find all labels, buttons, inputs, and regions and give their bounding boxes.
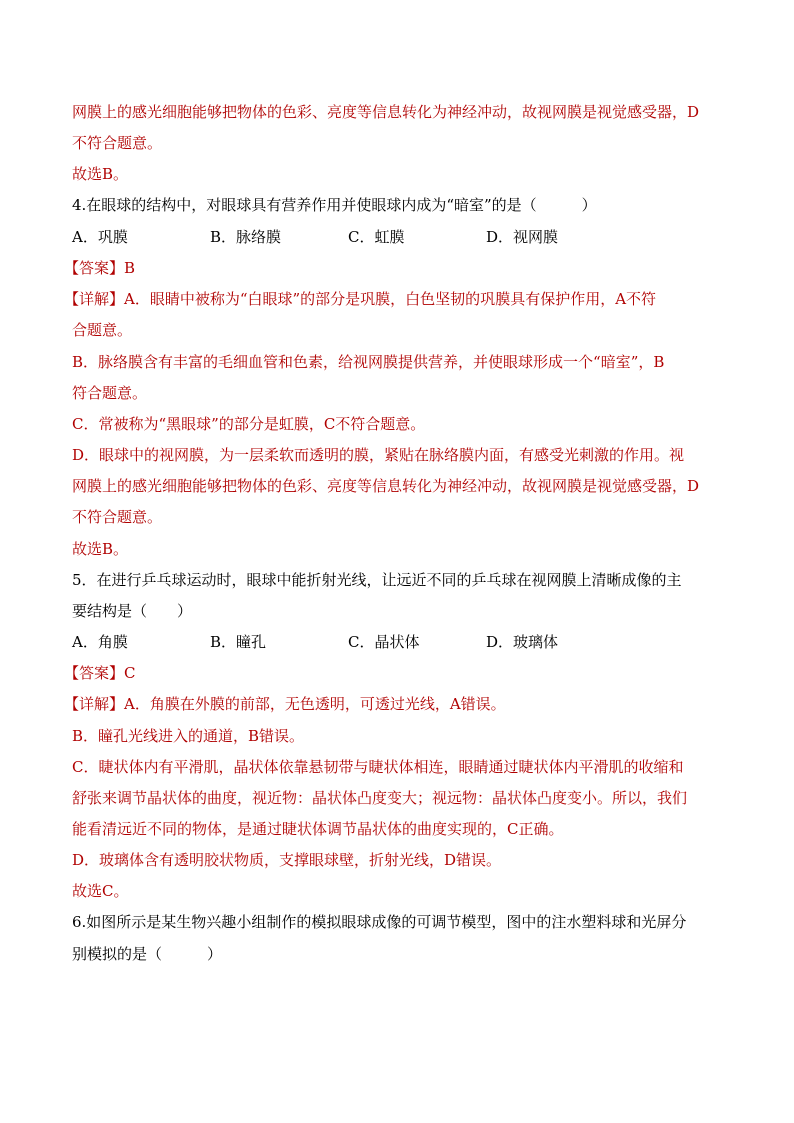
text-line: 舒张来调节晶状体的曲度，视近物：晶状体凸度变大；视远物：晶状体凸度变小。所以，我们 [72,789,688,807]
text-line: D．玻璃体含有透明胶状物质，支撑眼球壁，折射光线，D错误。 [72,851,502,869]
q4-choice-c: C．虹膜 [348,228,405,246]
text-line: C．常被称为“黑眼球”的部分是虹膜，C不符合题意。 [72,415,426,433]
text-line: 能看清远近不同的物体，是通过睫状体调节晶状体的曲度实现的，C正确。 [72,820,564,838]
text-line: 不符合题意。 [72,134,163,152]
q5-answer [64,663,136,683]
q5-choice-a: A．角膜 [72,633,128,651]
text-line: 故选B。 [72,540,129,558]
text-line: 故选C。 [72,882,129,900]
text-line: 合题意。 [72,321,133,339]
question-5-stem: 5．在进行乒乓球运动时，眼球中能折射光线，让远近不同的乒乓球在视网膜上清晰成像的主 [72,571,682,589]
q5-choice-b: B．瞳孔 [210,633,267,651]
q4-answer [64,258,135,278]
q5-choice-d: D．玻璃体 [486,633,559,651]
text-line: 不符合题意。 [72,508,163,526]
answer-label: 【答案】 [64,259,125,277]
text-line: B．脉络膜含有丰富的毛细血管和色素，给视网膜提供营养，并使眼球形成一个“暗室”，B [72,353,665,371]
q4-choice-b: B．脉络膜 [210,228,282,246]
answer-value: B [124,259,136,277]
text-line: B．瞳孔光线进入的通道，B错误。 [72,727,305,745]
q4-detail-line [64,289,656,309]
detail-text: A．角膜在外膜的前部，无色透明，可透过光线，A错误。 [124,695,506,713]
answer-label: 【答案】 [64,664,125,682]
text-line: 故选B。 [72,165,129,183]
q4-choice-a: A．巩膜 [72,228,128,246]
question-4-stem: 4.在眼球的结构中，对眼球具有营养作用并使眼球内成为“暗室”的是（ ） [72,196,597,214]
detail-text: A．眼睛中被称为“白眼球”的部分是巩膜，白色坚韧的巩膜具有保护作用，A不符 [124,290,657,308]
text-line: 符合题意。 [72,384,148,402]
detail-label: 【详解】 [64,695,125,713]
detail-label: 【详解】 [64,290,125,308]
question-6-stem: 6.如图所示是某生物兴趣小组制作的模拟眼球成像的可调节模型，图中的注水塑料球和光屏分 [72,913,687,931]
text-line: 网膜上的感光细胞能够把物体的色彩、亮度等信息转化为神经冲动，故视网膜是视觉感受器，D [72,477,700,495]
question-5-stem: 要结构是（ ） [72,602,193,620]
answer-value: C [124,664,136,682]
text-line: 网膜上的感光细胞能够把物体的色彩、亮度等信息转化为神经冲动，故视网膜是视觉感受器，D [72,103,700,121]
question-6-stem: 别模拟的是（ ） [72,945,223,963]
text-line: C．睫状体内有平滑肌，晶状体依靠悬韧带与睫状体相连，眼睛通过睫状体内平滑肌的收缩和 [72,758,684,776]
q4-choice-d: D．视网膜 [486,228,559,246]
q5-choice-c: C．晶状体 [348,633,420,651]
q5-detail-line [64,694,506,714]
text-line: D．眼球中的视网膜，为一层柔软而透明的膜，紧贴在脉络膜内面，有感受光刺激的作用。视 [72,446,685,464]
